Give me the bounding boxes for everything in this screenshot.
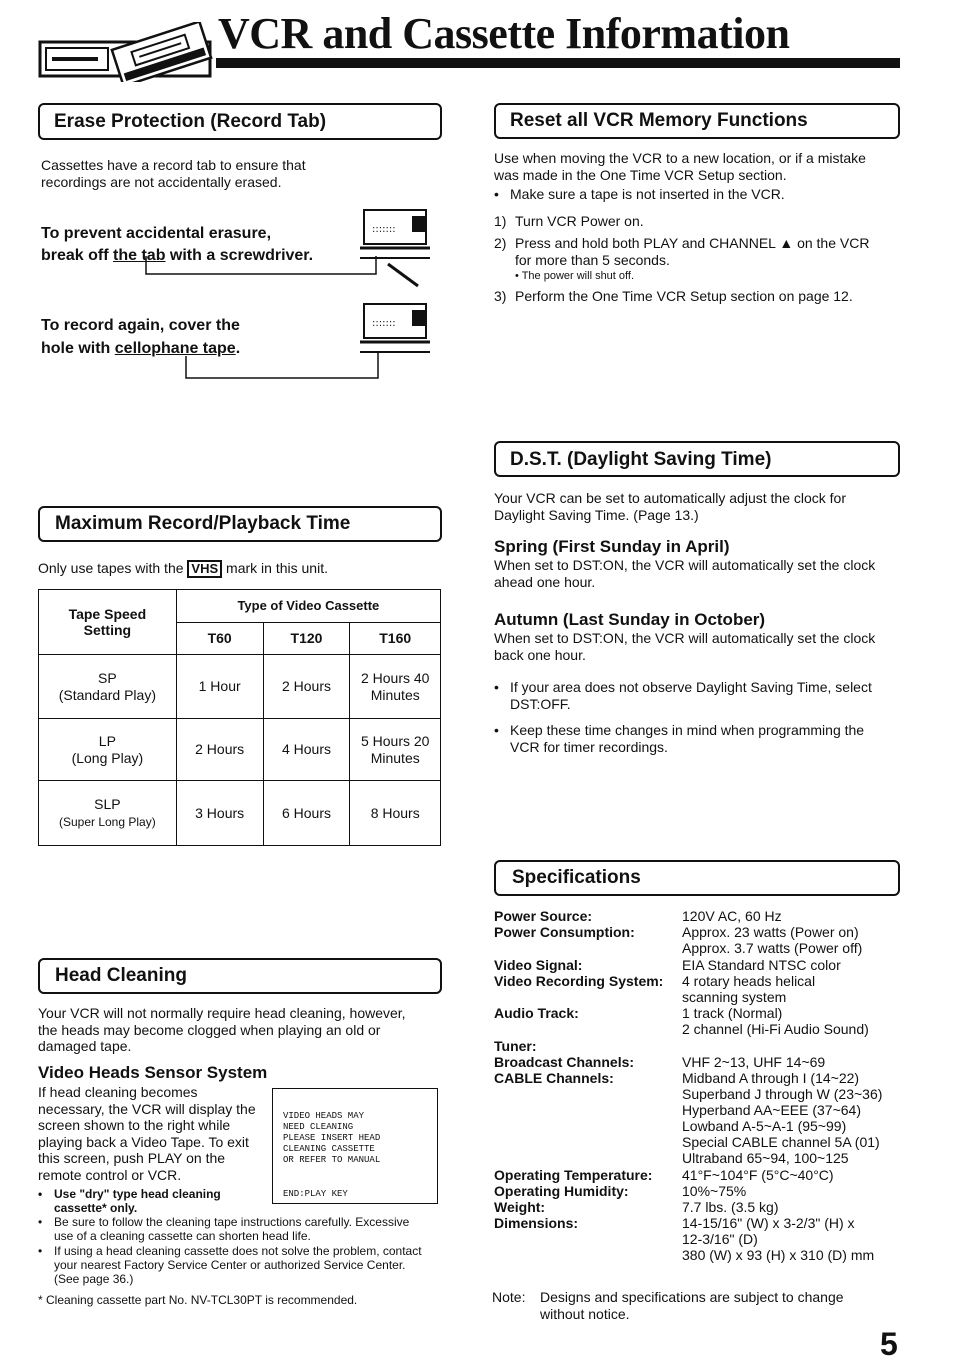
table-row (39, 655, 441, 719)
cell: 5 Hours 20 Minutes (350, 719, 441, 781)
table-row (39, 719, 441, 781)
erase-intro: Cassettes have a record tab to ensure that recordings are not accidentally erased. (41, 157, 306, 190)
spec-value-dimensions-3: 380 (W) x 93 (H) x 310 (D) mm (682, 1247, 875, 1263)
reset-intro: Use when moving the VCR to a new location, or if a mistake was made in the One Time VCR Setup section. (494, 150, 866, 183)
specs-heading: Specifications (512, 867, 641, 888)
col-t160: T160 (350, 623, 441, 655)
dst-heading: D.S.T. (Daylight Saving Time) (510, 449, 772, 470)
spec-label-power-consumption: Power Consumption: (494, 924, 635, 940)
max-intro-b: mark in this unit. (222, 560, 328, 576)
break-tab-diagram-icon (140, 206, 436, 386)
spec-value-video-recording-2: scanning system (682, 989, 787, 1005)
speed-sub: (Standard Play) (58, 686, 156, 703)
screen-footer: END:PLAY KEY (283, 1189, 348, 1199)
speed-name: SLP (94, 796, 121, 812)
col-tape-speed-header: Tape Speed Setting (39, 590, 177, 655)
erase-record-text-b: . (235, 340, 241, 357)
spec-value-op-humidity: 10%~75% (682, 1183, 747, 1199)
cell: 1 Hour (176, 655, 263, 719)
dst-spring-text: When set to DST:ON, the VCR will automatically set the clock ahead one hour. (494, 557, 876, 590)
head-bullet-1: • Use "dry" type head cleaning cassette* only. (38, 1187, 248, 1215)
spec-label-op-temp: Operating Temperature: (494, 1167, 653, 1183)
reset-step-2-num: 2) (494, 235, 507, 251)
sensor-text: If head cleaning becomes necessary, the VCR will display the screen shown to the right while playing back a Video Tape. To exit this screen, push PLAY on the remote control or VCR. (38, 1084, 256, 1183)
spec-value-video-signal: EIA Standard NTSC color (682, 957, 841, 973)
spec-value-cable-3: Hyperband AA~EEE (37~64) (682, 1102, 862, 1118)
dst-bullet-1: • If your area does not observe Daylight Saving Time, select DST:OFF. (494, 679, 894, 712)
row-speed (39, 655, 177, 719)
speed-sub: (Super Long Play) (58, 814, 156, 829)
spec-value-power-off: Approx. 3.7 watts (Power off) (682, 940, 863, 956)
spec-label-broadcast: Broadcast Channels: (494, 1054, 635, 1070)
cell: 6 Hours (263, 781, 350, 846)
erase-protection-heading: Erase Protection (Record Tab) (54, 111, 327, 132)
reset-step-2-text: Press and hold both PLAY and CHANNEL ▲ on the VCR for more than 5 seconds. (515, 235, 870, 268)
spec-value-power-on: Approx. 23 watts (Power on) (682, 924, 859, 940)
dst-autumn-title: Autumn (Last Sunday in October) (494, 610, 766, 629)
spec-label-tuner: Tuner: (494, 1038, 537, 1054)
table-row (39, 781, 441, 846)
spec-value-power-source: 120V AC, 60 Hz (682, 908, 782, 924)
screen-line: NEED CLEANING (283, 1122, 354, 1132)
reset-heading: Reset all VCR Memory Functions (510, 110, 808, 131)
spec-value-broadcast: VHF 2~13, UHF 14~69 (682, 1054, 826, 1070)
page-number: 5 (880, 1326, 898, 1362)
screen-line: VIDEO HEADS MAY (283, 1111, 365, 1121)
max-intro-a: Only use tapes with the (38, 560, 188, 576)
reset-step-2-note: • The power will shut off. (515, 270, 635, 282)
reset-step-3-num: 3) (494, 288, 507, 304)
cell: 8 Hours (350, 781, 441, 846)
spec-label-op-humidity: Operating Humidity: (494, 1183, 629, 1199)
cell: 2 Hours 40 Minutes (350, 655, 441, 719)
spec-label-cable: CABLE Channels: (494, 1070, 614, 1086)
spec-value-weight: 7.7 lbs. (3.5 kg) (682, 1199, 779, 1215)
erase-record-text-tape: cellophane tape (114, 340, 236, 357)
head-cleaning-heading: Head Cleaning (55, 965, 187, 986)
col-t60: T60 (176, 623, 263, 655)
svg-text::::::::: ::::::: (372, 318, 396, 329)
dst-bullet-2: • Keep these time changes in mind when programming the VCR for timer recordings. (494, 722, 894, 755)
cell: 2 Hours (263, 655, 350, 719)
head-bullet-3: • If using a head cleaning cassette does not solve the problem, contact your nearest Factory Service Center or authorized Service Center. (See page 36.) (38, 1244, 428, 1286)
col-t120: T120 (263, 623, 350, 655)
head-cleaning-screen (272, 1088, 438, 1204)
vhs-logo: VHS (187, 560, 222, 578)
speed-sub: (Long Play) (71, 749, 144, 766)
max-time-intro (38, 560, 328, 578)
vcr-cassette-illustration-icon (38, 22, 216, 82)
reset-step-1-num: 1) (494, 213, 507, 229)
spec-label-video-recording: Video Recording System: (494, 973, 664, 989)
spec-label-power-source: Power Source: (494, 908, 593, 924)
spec-value-op-temp: 41°F~104°F (5°C~40°C) (682, 1167, 834, 1183)
spec-label-video-signal: Video Signal: (494, 957, 583, 973)
max-time-heading: Maximum Record/Playback Time (55, 513, 351, 534)
screen-line: PLEASE INSERT HEAD (283, 1133, 381, 1143)
spec-value-cable-2: Superband J through W (23~36) (682, 1086, 883, 1102)
dst-intro: Your VCR can be set to automatically adjust the clock for Daylight Saving Time. (Page 13.) (494, 490, 846, 523)
erase-prevent-text-tab: the tab (113, 247, 166, 264)
row-speed (39, 781, 177, 846)
spec-value-video-recording-1: 4 rotary heads helical (682, 973, 816, 989)
col-group-header: Type of Video Cassette (176, 590, 440, 623)
reset-step-3-text: Perform the One Time VCR Setup section on page 12. (515, 288, 853, 304)
cell: 2 Hours (176, 719, 263, 781)
erase-record-line1: To record again, cover the (41, 317, 240, 334)
speed-name: LP (98, 733, 116, 749)
erase-prevent-text-a: break off (41, 247, 114, 264)
screen-line: CLEANING CASSETTE (283, 1144, 375, 1154)
tape-time-table (38, 589, 441, 846)
note-text: Designs and specifications are subject to change without notice. (540, 1289, 844, 1322)
reset-bullet: • Make sure a tape is not inserted in the VCR. (494, 186, 894, 203)
dst-autumn-text: When set to DST:ON, the VCR will automatically set the clock back one hour. (494, 630, 876, 663)
page-title: VCR and Cassette Information (218, 9, 790, 58)
head-bullet-2: • Be sure to follow the cleaning tape instructions carefully. Excessive use of a cleaning cassette can shorten head life. (38, 1215, 428, 1243)
cell: 4 Hours (263, 719, 350, 781)
spec-value-cable-4: Lowband A-5~A-1 (95~99) (682, 1118, 847, 1134)
spec-value-audio-1: 1 track (Normal) (682, 1005, 783, 1021)
cell: 3 Hours (176, 781, 263, 846)
spec-value-dimensions-1: 14-15/16" (W) x 3-2/3" (H) x (682, 1215, 855, 1231)
title-rule (216, 58, 900, 68)
row-speed (39, 719, 177, 781)
reset-step-1-text: Turn VCR Power on. (515, 213, 644, 229)
erase-record-text-a: hole with (41, 340, 115, 357)
spec-label-audio-track: Audio Track: (494, 1005, 579, 1021)
spec-value-cable-5: Special CABLE channel 5A (01) (682, 1134, 880, 1150)
head-cleaning-intro: Your VCR will not normally require head cleaning, however, the heads may become clogged when playing an old or damaged tape. (38, 1005, 406, 1054)
speed-name: SP (98, 670, 117, 686)
sensor-title: Video Heads Sensor System (38, 1063, 268, 1082)
head-footnote: * Cleaning cassette part No. NV-TCL30PT is recommended. (38, 1293, 358, 1307)
svg-text::::::::: ::::::: (372, 224, 396, 235)
spec-value-dimensions-2: 12-3/16" (D) (682, 1231, 758, 1247)
dst-spring-title: Spring (First Sunday in April) (494, 537, 730, 556)
screen-line: OR REFER TO MANUAL (283, 1155, 381, 1165)
erase-prevent-text-b: with a screwdriver. (165, 247, 314, 264)
spec-label-dimensions: Dimensions: (494, 1215, 579, 1231)
spec-value-audio-2: 2 channel (Hi-Fi Audio Sound) (682, 1021, 869, 1037)
spec-value-cable-6: Ultraband 65~94, 100~125 (682, 1150, 849, 1166)
erase-prevent-line1: To prevent accidental erasure, (41, 225, 272, 242)
spec-value-cable-1: Midband A through I (14~22) (682, 1070, 860, 1086)
spec-label-weight: Weight: (494, 1199, 546, 1215)
note-label: Note: (492, 1289, 526, 1305)
